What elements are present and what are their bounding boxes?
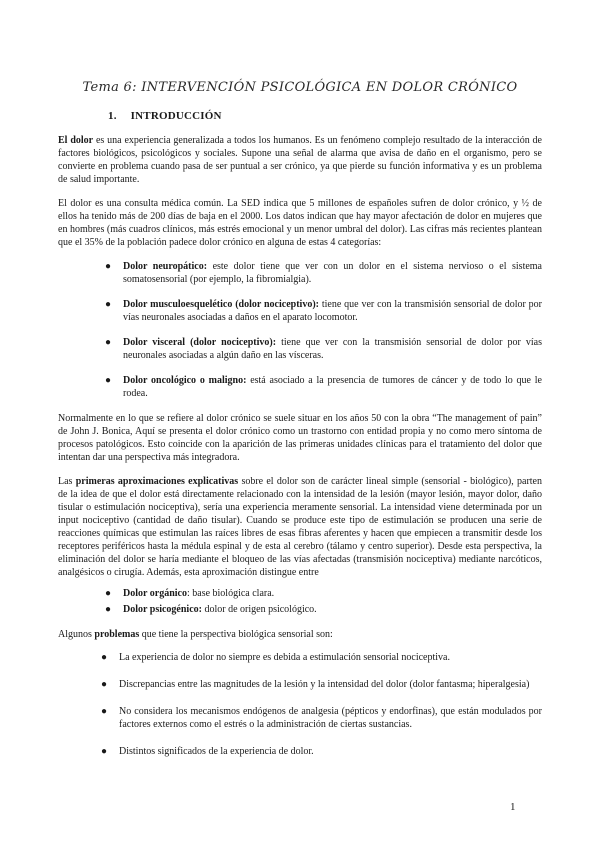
document-body <box>58 134 542 772</box>
intro-lead: El dolor <box>58 135 94 146</box>
section-title: INTRODUCCIÓN <box>130 110 222 122</box>
list-item: ● La experiencia de dolor no siempre es debida a estimulación sensorial nociceptiva. <box>101 652 450 663</box>
bonica-paragraph: Normalmente en lo que se refiere al dolor crónico se suele situar en los años 50 con la obra “The management of pain” de John J. Bonica, Aquí se presenta el dolor crónico como un trastorno con entidad propia y no como mero síntoma de procesos patológicos. Esto coincide con la aparición de las primeras unidades clínicas para el tratamiento del dolor que intentan dar una perspectiva más integradora. <box>58 413 542 463</box>
problems-list <box>58 651 542 758</box>
list-item: ● Dolor orgánico: base biológica clara. <box>105 588 275 599</box>
list-item: ● Distintos significados de la experiencia de dolor. <box>101 746 314 757</box>
bullet-icon: ● <box>101 706 108 717</box>
list-item: ● Dolor visceral (dolor nociceptivo): tiene que ver con la transmisión sensorial de dolor por vías neuronales asociadas a algún daño en las vísceras. <box>105 337 542 361</box>
page-number: 1 <box>510 801 516 813</box>
bullet-icon: ● <box>105 337 112 348</box>
problems-intro: Algunos problemas que tiene la perspectiva biológica sensorial son: <box>58 629 333 640</box>
bullet-icon: ● <box>101 746 108 757</box>
list-item: ● Dolor musculoesquelético (dolor nociceptivo): tiene que ver con la transmisión sensorial de dolor por vías neuronales asociadas a daños en el aparato locomotor. <box>105 299 542 323</box>
intro-paragraph: El dolor es una experiencia generalizada a todos los humanos. Es un fenómeno complejo resultado de la interacción de factores biológicos, psicológicos y sociales. Supone una señal de alarma que avisa de daño en el organismo, pero se convierte en problema cuando pasa de ser puntual a ser crónico, ya que pierde su función informativa y es un problema de salud importante. <box>58 135 542 185</box>
section-heading <box>108 110 222 122</box>
bullet-icon: ● <box>105 261 112 272</box>
stats-paragraph: El dolor es una consulta médica común. La SED indica que 5 millones de españoles sufren de dolor crónico, y ½ de ellos ha tenido más de 200 días de baja en el 2000. Los datos indican que hay mayor afectación de dolor en mujeres que en hombres (más cuadros clínicos, más estrés emocional y un menor umbral del dolor). Las cifras más recientes plantean que el 35% de la población padece dolor crónico en alguna de estas 4 categorías: <box>58 198 542 248</box>
bullet-icon: ● <box>101 652 108 663</box>
list-item: ● Discrepancias entre las magnitudes de la lesión y la intensidad del dolor (dolor fantasma; hiperalgesia) <box>101 679 530 690</box>
models-paragraph: Las primeras aproximaciones explicativas sobre el dolor son de carácter lineal simple (sensorial - biológico), parten de la idea de que el dolor está directamente relacionado con la intensidad de la lesión (mayor lesión, mayor dolor, daño tisular o estimulación nociceptiva), sería una experiencia meramente sensorial. La intensidad viene determinada por un input nociceptivo (cantidad de daño tisular). Cuando se produce este tipo de estimulación se producen una serie de reacciones químicas que estimulan las raíces libres de esas fibras aferentes y hacen que empiecen a transmitir desde los receptores periféricos hasta la médula espinal y de esta al cerebro (tálamo y centro superior). Desde esta perspectiva, la eliminación del dolor se haría mediante el bloqueo de las vías afectadas (transmisión nociceptiva) mediante narcóticos, analgésicos o cirugía. Además, esta aproximación distingue entre <box>58 476 542 578</box>
document-title: Tema 6: INTERVENCIÓN PSICOLÓGICA EN DOLOR CRÓNICO <box>82 80 518 95</box>
list-item: ● Dolor oncológico o maligno: está asociado a la presencia de tumores de cáncer y de todo lo que le rodea. <box>105 375 542 399</box>
bullet-icon: ● <box>105 588 112 599</box>
list-item: ● Dolor neuropático: este dolor tiene que ver con un dolor en el sistema nervioso o el sistema somatosensorial (por ejemplo, la fibromialgia). <box>105 261 542 285</box>
bullet-icon: ● <box>105 299 112 310</box>
origin-types-list <box>58 587 542 616</box>
list-item: ● No considera los mecanismos endógenos de analgesia (pépticos y endorfinas), que están modulados por factores externos como el estrés o la administración de ciertas sustancias. <box>101 706 542 730</box>
list-item: ● Dolor psicogénico: dolor de origen psicológico. <box>105 604 317 615</box>
section-number: 1. <box>108 110 117 122</box>
pain-types-list <box>58 260 542 400</box>
bullet-icon: ● <box>105 375 112 386</box>
bullet-icon: ● <box>105 604 112 615</box>
bullet-icon: ● <box>101 679 108 690</box>
